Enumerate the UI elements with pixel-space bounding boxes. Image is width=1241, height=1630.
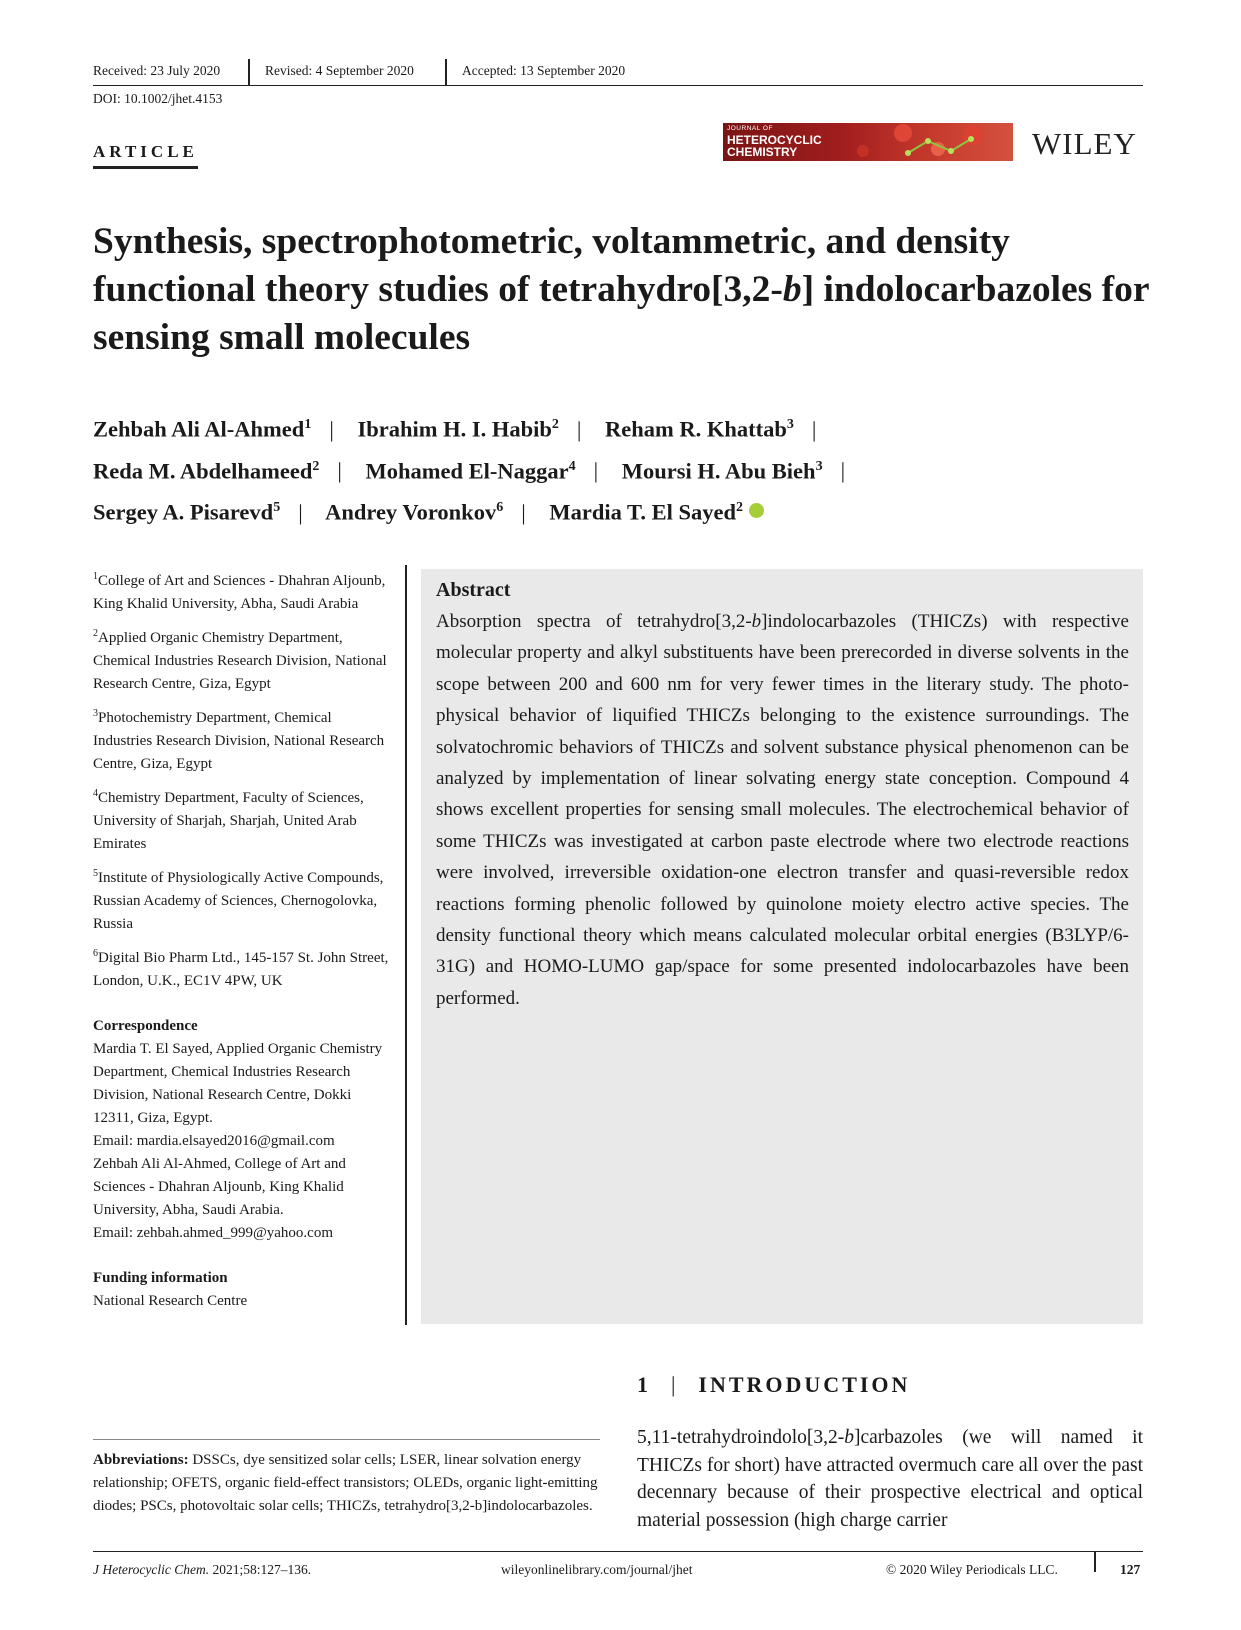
author[interactable]: Sergey A. Pisarevd [93, 499, 274, 525]
revised-date: Revised: 4 September 2020 [265, 63, 414, 78]
author[interactable]: Reda M. Abdelhameed [93, 458, 313, 483]
title-text-end: ] indolocarbazoles for sensing small molecules [93, 269, 1149, 358]
citation-volume: 2021;58:127–136. [212, 1562, 312, 1577]
accepted-date: Accepted: 13 September 2020 [462, 63, 626, 78]
affiliation-number: 2 [93, 628, 98, 639]
abstract-box [421, 569, 1143, 1324]
section-separator: | [671, 1372, 679, 1397]
correspondence-text: Mardia T. El Sayed, Applied Organic Chemistry Department, Chemical Industries Research Division, National Research Centre, Dokki 12311, Giza, Egypt. [93, 1041, 383, 1126]
affiliations-column [93, 565, 393, 1313]
journal-banner [723, 123, 1013, 161]
page-number: 127 [1120, 1562, 1141, 1577]
abbreviations-label: Abbreviations: [93, 1452, 189, 1468]
affiliation-text: Applied Organic Chemistry Department, Chemical Industries Research Division, National Research Centre, Giza, Egypt [93, 630, 387, 692]
funding-text: National Research Centre [93, 1293, 248, 1309]
author-separator: | [521, 499, 526, 525]
citation [93, 1562, 311, 1578]
affiliation-number: 6 [93, 948, 98, 959]
author-affiliation-mark: 4 [568, 458, 576, 474]
journal-banner-line3: CHEMISTRY [727, 144, 798, 159]
author[interactable]: Reham R. Khattab [605, 416, 787, 442]
correspondence-text: Zehbah Ali Al-Ahmed, College of Art and Sciences - Dhahran Aljounb, King Khalid University, Abha, Saudi Arabia. [93, 1156, 346, 1218]
affiliation-number: 3 [93, 708, 98, 719]
received-date: Received: 23 July 2020 [93, 63, 221, 78]
section-label: ARTICLE [93, 142, 198, 169]
abstract-heading: Abstract [436, 579, 511, 601]
funding-heading: Funding information [93, 1270, 228, 1286]
author[interactable]: Mardia T. El Sayed [549, 499, 737, 525]
orcid-icon[interactable] [749, 503, 764, 518]
affiliation [93, 702, 393, 776]
journal-banner-line2: HETEROCYCLIC [727, 132, 822, 147]
abstract-italic: b [751, 611, 762, 632]
author-separator: | [811, 416, 817, 442]
correspondence-email[interactable]: Email: zehbah.ahmed_999@yahoo.com [93, 1225, 333, 1241]
abstract-text-rest: ]indolocarbazoles (THICZs) with respective molecular property and alkyl substituents have been prerecorded in diverse solvents in the scope between 200 and 600 nm for very fewer times in the literary study. The photo-physical behavior of liquified THICZs belonging to the existence surroundings. The solvatochromic behaviors of THICZs and solvent substance physical phenomenon can be analyzed by implementation of linear solvating energy state conception. Compound 4 shows excellent properties for sensing small molecules. The electrochemical behavior of some THICZs was investigated at carbon paste electrode where two electrode reactions were involved, irreversible oxidation-one electron transfer and quasi-reversible redox reactions forming phenolic followed by quinolone moiety electro active species. The density functional theory which means calculated molecular orbital energies (B3LYP/6-31G) and HOMO-LUMO gap/space for some presented indolocarbazoles have been performed. [436, 611, 1129, 1009]
intro-text-start: 5,11-tetrahydroindolo[3,2- [637, 1427, 845, 1448]
title-italic: b [782, 269, 802, 310]
molecule-graphic [723, 123, 1013, 161]
author-list [93, 406, 1173, 531]
author[interactable]: Andrey Voronkov [325, 499, 497, 525]
publisher-logo: WILEY [1032, 126, 1137, 161]
affiliation-text: Digital Bio Pharm Ltd., 145-157 St. John Street, London, U.K., EC1V 4PW, UK [93, 950, 389, 989]
affiliation-text: Chemistry Department, Faculty of Sciences, University of Sharjah, Sharjah, United Arab Emirates [93, 790, 364, 852]
abstract-text-start: Absorption spectra of tetrahydro[3,2- [436, 611, 752, 632]
affiliation [93, 782, 393, 856]
affiliation-number: 1 [93, 571, 98, 582]
author-separator: | [298, 499, 303, 525]
article-title [93, 218, 1153, 362]
page-footer [93, 1551, 1143, 1584]
journal-abbrev: J Heterocyclic Chem. [93, 1562, 210, 1577]
intro-paragraph [637, 1424, 1143, 1534]
section-number: 1 [637, 1372, 651, 1397]
affiliation-text: Institute of Physiologically Active Compounds, Russian Academy of Sciences, Chernogolovka, Russia [93, 870, 384, 932]
author-separator: | [593, 458, 599, 483]
affiliation [93, 862, 393, 936]
author-separator: | [840, 458, 846, 483]
author-affiliation-mark: 3 [815, 458, 823, 474]
affiliation [93, 565, 393, 616]
abbreviations-text: DSSCs, dye sensitized solar cells; LSER, linear solvation energy relationship; OFETS, organic field-effect transistors; OLEDs, organic light-emitting diodes; PSCs, photovoltaic solar cells; THICZs, tetrahydro[3,2-b]indolocarbazoles. [93, 1452, 598, 1514]
author-affiliation-mark: 3 [786, 417, 794, 432]
affiliation [93, 622, 393, 696]
author-separator: | [329, 416, 334, 442]
affiliation-text: Photochemistry Department, Chemical Industries Research Division, National Research Centre, Giza, Egypt [93, 710, 385, 772]
author[interactable]: Ibrahim H. I. Habib [357, 416, 552, 442]
author[interactable]: Mohamed El-Naggar [365, 458, 569, 483]
column-divider [405, 565, 407, 1325]
affiliation-text: College of Art and Sciences - Dhahran Aljounb, King Khalid University, Abha, Saudi Arabia [93, 573, 386, 612]
author-separator: | [576, 416, 582, 442]
author-affiliation-mark: 5 [273, 500, 281, 515]
author-affiliation-mark: 2 [736, 500, 744, 515]
intro-italic: b [844, 1427, 854, 1448]
divider [445, 59, 447, 85]
affiliation-number: 5 [93, 868, 98, 879]
dates-bar [93, 59, 1143, 86]
correspondence-email[interactable]: Email: mardia.elsayed2016@gmail.com [93, 1133, 335, 1149]
author[interactable]: Moursi H. Abu Bieh [621, 458, 816, 483]
title-text: Synthesis, spectrophotometric, voltammetric, and density functional theory studies of tetrahydro[3,2- [93, 221, 1010, 310]
author-affiliation-mark: 2 [551, 417, 559, 432]
correspondence-heading: Correspondence [93, 1018, 198, 1034]
doi[interactable]: DOI: 10.1002/jhet.4153 [93, 91, 223, 106]
section-title: INTRODUCTION [698, 1372, 911, 1397]
affiliation [93, 942, 393, 993]
author-affiliation-mark: 1 [304, 417, 312, 432]
affiliation-number: 4 [93, 788, 98, 799]
divider [248, 59, 250, 85]
abstract-text [436, 606, 1129, 1014]
author-separator: | [337, 458, 342, 483]
copyright: © 2020 Wiley Periodicals LLC. [886, 1562, 1058, 1577]
abbreviations-footnote [93, 1439, 600, 1518]
journal-banner-line1: JOURNAL OF [727, 125, 773, 132]
author-affiliation-mark: 2 [312, 458, 320, 474]
divider [1094, 1552, 1096, 1572]
intro-text-rest: ]carbazoles (we will named it THICZs for short) have attracted overmuch care all over the past decennary because of their prospective electrical and optical material possession (high charge carrier [637, 1427, 1143, 1531]
journal-url[interactable]: wileyonlinelibrary.com/journal/jhet [501, 1562, 693, 1577]
author[interactable]: Zehbah Ali Al-Ahmed [93, 416, 305, 442]
section-heading [637, 1372, 910, 1398]
author-affiliation-mark: 6 [496, 500, 504, 515]
